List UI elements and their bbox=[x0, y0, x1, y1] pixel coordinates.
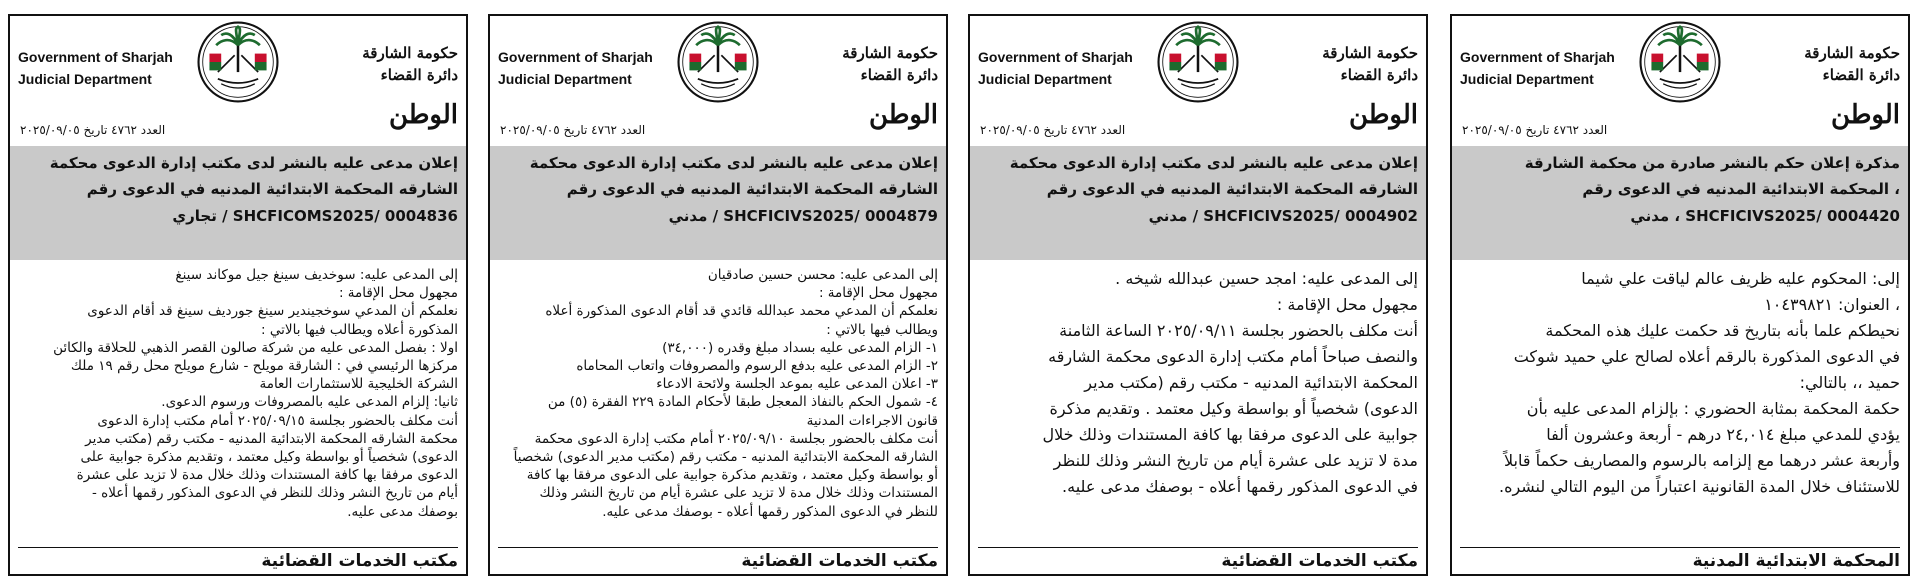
body-line: وأربعة عشر درهما مع إلزامه بالرسوم والمصاريف حكماً قابلاً bbox=[1504, 451, 1900, 470]
issuing-office: مكتب الخدمات القضائية bbox=[741, 551, 938, 571]
issuing-office: مكتب الخدمات القضائية bbox=[1221, 551, 1418, 571]
body-line: الشارقه المحكمة الابتدائية المدنيه - مكتب رقم (مكتب مدير الدعوى) شخصياً bbox=[513, 449, 938, 466]
body-line: إلى: المحكوم عليه ظريف عالم لياقت علي شيما bbox=[1581, 269, 1900, 288]
title-line: الشارقه المحكمة الابتدائية المدنيه في الدعوى رقم bbox=[1046, 180, 1418, 198]
body-line: والنصف صباحاً أمام مكتب إدارة الدعوى محكمة الشارقه bbox=[1048, 347, 1418, 366]
government-name-english bbox=[978, 46, 1133, 90]
body-line: المذكورة أعلاه ويطالب فيها بالاتي : bbox=[261, 321, 458, 338]
body-line: حكمة المحكمة بمثابة الحضوري : بإلزام المدعى عليه بأن bbox=[1526, 399, 1900, 418]
body-line: الدعوى) شخصياً أو بواسطة وكيل معتمد ، وتقديم مذكرة جوابية على bbox=[80, 449, 458, 466]
title-line: الشارقه المحكمة الابتدائية المدنيه في الدعوى رقم bbox=[86, 180, 458, 198]
footer-divider bbox=[978, 547, 1418, 548]
gov-ar-line: حكومة الشارقة bbox=[362, 44, 458, 62]
sharjah-emblem-icon bbox=[676, 20, 760, 104]
notice-title bbox=[490, 146, 946, 260]
body-line: في الدعوى المذكور رقمها أعلاه - بوصفك مدعى عليه. bbox=[1062, 477, 1418, 496]
case-number: SHCFICIVS2025/ 0004420 ، مدني bbox=[1630, 207, 1900, 225]
body-line: ١- الزام المدعى عليه بسداد مبلغ وقدره (٣٤,٠٠٠) bbox=[662, 339, 938, 356]
body-line: أنت مكلف بالحضور بجلسة ٢٠٢٥/٠٩/١٥ أمام مكتب إدارة الدعوى bbox=[97, 412, 458, 429]
gov-en-line: Judicial Department bbox=[498, 71, 632, 87]
government-name-arabic bbox=[842, 42, 938, 86]
body-line: للنظر في الدعوى المذكور رقمها أعلاه - بوصفك مدعى عليه. bbox=[602, 503, 938, 520]
case-number: SHCFICOMS2025/ 0004836 / تجاري bbox=[172, 207, 458, 225]
issue-number-date: العدد ٤٧٦٢ تاريخ ٢٠٢٥/٠٩/٠٥ bbox=[20, 123, 166, 137]
body-line: اولا : بفصل المدعى عليه من شركة صالون القصر الذهبي للحلاقة والكائن bbox=[53, 339, 458, 356]
body-line: المحكمة الابتدائية المدنيه - مكتب رقم (مكتب مدير bbox=[1084, 373, 1418, 392]
notice-body bbox=[10, 264, 466, 523]
gov-ar-line: حكومة الشارقة bbox=[1804, 44, 1900, 62]
sharjah-emblem-icon bbox=[196, 20, 280, 104]
notice-header bbox=[10, 16, 466, 137]
newspaper-name: الوطن bbox=[1830, 100, 1900, 130]
notice-defendant-0004902 bbox=[968, 14, 1428, 576]
body-line: الدعوى) شخصياً أو بواسطة وكيل معتمد . وتقديم مذكرة bbox=[1049, 399, 1418, 418]
gov-ar-line: دائرة القضاء bbox=[1340, 66, 1418, 84]
body-line: جوابية على الدعوى مرفقا بها كافة المستندات وذلك خلال bbox=[1042, 425, 1418, 444]
body-line: أنت مكلف بالحضور بجلسة ٢٠٢٥/٠٩/١٠ أمام مكتب إدارة الدعوى محكمة bbox=[534, 430, 938, 447]
body-line: أو بواسطة وكيل معتمد ، وتقديم مذكرة جوابية على الدعوى مرفقا بها كافة bbox=[526, 467, 938, 484]
body-line: الدعوى مرفقا بها كافة المستندات وذلك خلال مدة لا تزيد على عشرة bbox=[76, 467, 458, 484]
body-line: أيام من تاريخ النشر وذلك للنظر في الدعوى المذكور رقمها أعلاه - bbox=[91, 485, 458, 502]
title-line: إعلان مدعى عليه بالنشر لدى مكتب إدارة الدعوى محكمة bbox=[529, 154, 938, 172]
body-line: المستندات وذلك خلال مدة لا تزيد على عشرة أيام من تاريخ النشر وذلك bbox=[539, 485, 938, 502]
gov-ar-line: دائرة القضاء bbox=[1822, 66, 1900, 84]
footer-divider bbox=[498, 547, 938, 548]
notice-defendant-0004879 bbox=[488, 14, 948, 576]
notice-header bbox=[1452, 16, 1908, 137]
sharjah-emblem-icon bbox=[1156, 20, 1240, 104]
notice-footer bbox=[18, 547, 458, 572]
body-line: ثانيا: إلزام المدعى عليه بالمصروفات ورسوم الدعوى. bbox=[161, 394, 458, 411]
body-line: للاستئناف خلال المدة القانونية اعتباراً من اليوم التالي لنشره. bbox=[1498, 477, 1900, 496]
body-line: ٣- اعلان المدعى عليه بموعد الجلسة ولائحة الادعاء bbox=[656, 376, 938, 393]
notice-title bbox=[10, 146, 466, 260]
body-line: مركزها الرئيسي في : الشارقة مويلح - شارع مويلح محل رقم ١٩ ملك bbox=[70, 358, 458, 375]
body-line: نحيطكم علما بأنه بتاريخ قد حكمت عليك هذه المحكمة bbox=[1545, 321, 1900, 340]
body-line: في الدعوى المذكورة بالرقم أعلاه لصالح علي حميد شوكت bbox=[1513, 347, 1900, 366]
title-line: مذكرة إعلان حكم بالنشر صادرة من محكمة الشارقة bbox=[1524, 154, 1900, 172]
notice-title bbox=[1452, 146, 1908, 260]
body-line: نعلمكم أن المدعي سوخجيندير سينغ جورديف سينغ قد أقام الدعوى bbox=[87, 303, 458, 320]
gov-en-line: Judicial Department bbox=[18, 71, 152, 87]
body-line: ، العنوان: ١٠٤٣٩٨٢١ bbox=[1764, 295, 1900, 314]
government-name-english bbox=[1460, 46, 1615, 90]
body-line: نعلمكم أن المدعي محمد عبدالله قائدي قد أقام الدعوى المذكورة أعلاه bbox=[545, 303, 938, 320]
body-line: قانون الاجراءات المدنية bbox=[806, 412, 938, 429]
notice-judgment-0004420 bbox=[1450, 14, 1910, 576]
notice-footer bbox=[1460, 547, 1900, 572]
notice-defendant-0004836 bbox=[8, 14, 468, 576]
body-line: مجهول محل الإقامة : bbox=[1276, 295, 1418, 314]
case-number: SHCFICIVS2025/ 0004879 / مدني bbox=[668, 207, 938, 225]
case-number: SHCFICIVS2025/ 0004902 / مدني bbox=[1148, 207, 1418, 225]
government-name-english bbox=[18, 46, 173, 90]
body-line: بوصفك مدعى عليه. bbox=[347, 503, 458, 520]
body-line: إلى المدعى عليه: محسن حسين صادقيان bbox=[707, 267, 938, 283]
notice-body bbox=[1452, 264, 1908, 502]
notice-header bbox=[970, 16, 1426, 137]
notice-footer bbox=[498, 547, 938, 572]
footer-divider bbox=[18, 547, 458, 548]
gov-ar-line: حكومة الشارقة bbox=[842, 44, 938, 62]
government-name-arabic bbox=[362, 42, 458, 86]
gov-ar-line: دائرة القضاء bbox=[860, 66, 938, 84]
body-line: يؤدي للمدعي مبلغ ٢٤,٠١٤ درهم - أربعة وعشرون ألفا bbox=[1546, 425, 1900, 444]
newspaper-name: الوطن bbox=[1348, 100, 1418, 130]
body-line: إلى المدعى عليه: امجد حسين عبدالله شيخه . bbox=[1115, 269, 1418, 288]
issue-number-date: العدد ٤٧٦٢ تاريخ ٢٠٢٥/٠٩/٠٥ bbox=[980, 123, 1126, 137]
gov-en-line: Judicial Department bbox=[978, 71, 1112, 87]
body-line: الشركة الخليجية للاستثمارات العامة bbox=[259, 376, 458, 393]
body-line: ٤- شمول الحكم بالنفاذ المعجل طبقا لأحكام المادة ٢٢٩ الفقرة (٥) من bbox=[547, 394, 938, 411]
gov-en-line: Government of Sharjah bbox=[498, 49, 653, 65]
title-line: ، المحكمة الابتدائية المدنيه في الدعوى رقم bbox=[1582, 180, 1900, 198]
notice-header bbox=[490, 16, 946, 137]
body-line: ٢- الزام المدعى عليه بدفع الرسوم والمصروفات واتعاب المحاماه bbox=[576, 358, 938, 375]
newspaper-name: الوطن bbox=[388, 100, 458, 130]
gov-ar-line: دائرة القضاء bbox=[380, 66, 458, 84]
body-line: حميد ،، بالتالي: bbox=[1799, 373, 1900, 392]
body-line: مجهول محل الإقامة : bbox=[818, 285, 938, 302]
body-line: أنت مكلف بالحضور بجلسة ٢٠٢٥/٠٩/١١ الساعة الثامنة bbox=[1059, 321, 1418, 340]
gov-ar-line: حكومة الشارقة bbox=[1322, 44, 1418, 62]
body-line: إلى المدعى عليه: سوخديف سينغ جيل موكاند سينغ bbox=[175, 267, 458, 283]
title-line: إعلان مدعى عليه بالنشر لدى مكتب إدارة الدعوى محكمة bbox=[1009, 154, 1418, 172]
body-line: مدة لا تزيد على عشرة أيام من تاريخ النشر وذلك للنظر bbox=[1053, 451, 1418, 470]
body-line: مجهول محل الإقامة : bbox=[338, 285, 458, 302]
gov-en-line: Government of Sharjah bbox=[1460, 49, 1615, 65]
title-line: إعلان مدعى عليه بالنشر لدى مكتب إدارة الدعوى محكمة bbox=[49, 154, 458, 172]
notice-body bbox=[970, 264, 1426, 502]
issue-number-date: العدد ٤٧٦٢ تاريخ ٢٠٢٥/٠٩/٠٥ bbox=[500, 123, 646, 137]
government-name-english bbox=[498, 46, 653, 90]
footer-divider bbox=[1460, 547, 1900, 548]
gov-en-line: Government of Sharjah bbox=[18, 49, 173, 65]
title-line: الشارقه المحكمة الابتدائية المدنيه في الدعوى رقم bbox=[566, 180, 938, 198]
body-line: محكمة الشارقه المحكمة الابتدائية المدنيه - مكتب رقم (مكتب مدير bbox=[85, 430, 458, 447]
issue-number-date: العدد ٤٧٦٢ تاريخ ٢٠٢٥/٠٩/٠٥ bbox=[1462, 123, 1608, 137]
government-name-arabic bbox=[1322, 42, 1418, 86]
notice-title bbox=[970, 146, 1426, 260]
newspaper-name: الوطن bbox=[868, 100, 938, 130]
government-name-arabic bbox=[1804, 42, 1900, 86]
issuing-office: مكتب الخدمات القضائية bbox=[261, 551, 458, 571]
body-line: ويطالب فيها بالاتي : bbox=[826, 321, 938, 338]
notice-body bbox=[490, 264, 946, 523]
gov-en-line: Judicial Department bbox=[1460, 71, 1594, 87]
notice-footer bbox=[978, 547, 1418, 572]
gov-en-line: Government of Sharjah bbox=[978, 49, 1133, 65]
issuing-office: المحكمة الابتدائية المدنية bbox=[1692, 551, 1900, 571]
sharjah-emblem-icon bbox=[1638, 20, 1722, 104]
